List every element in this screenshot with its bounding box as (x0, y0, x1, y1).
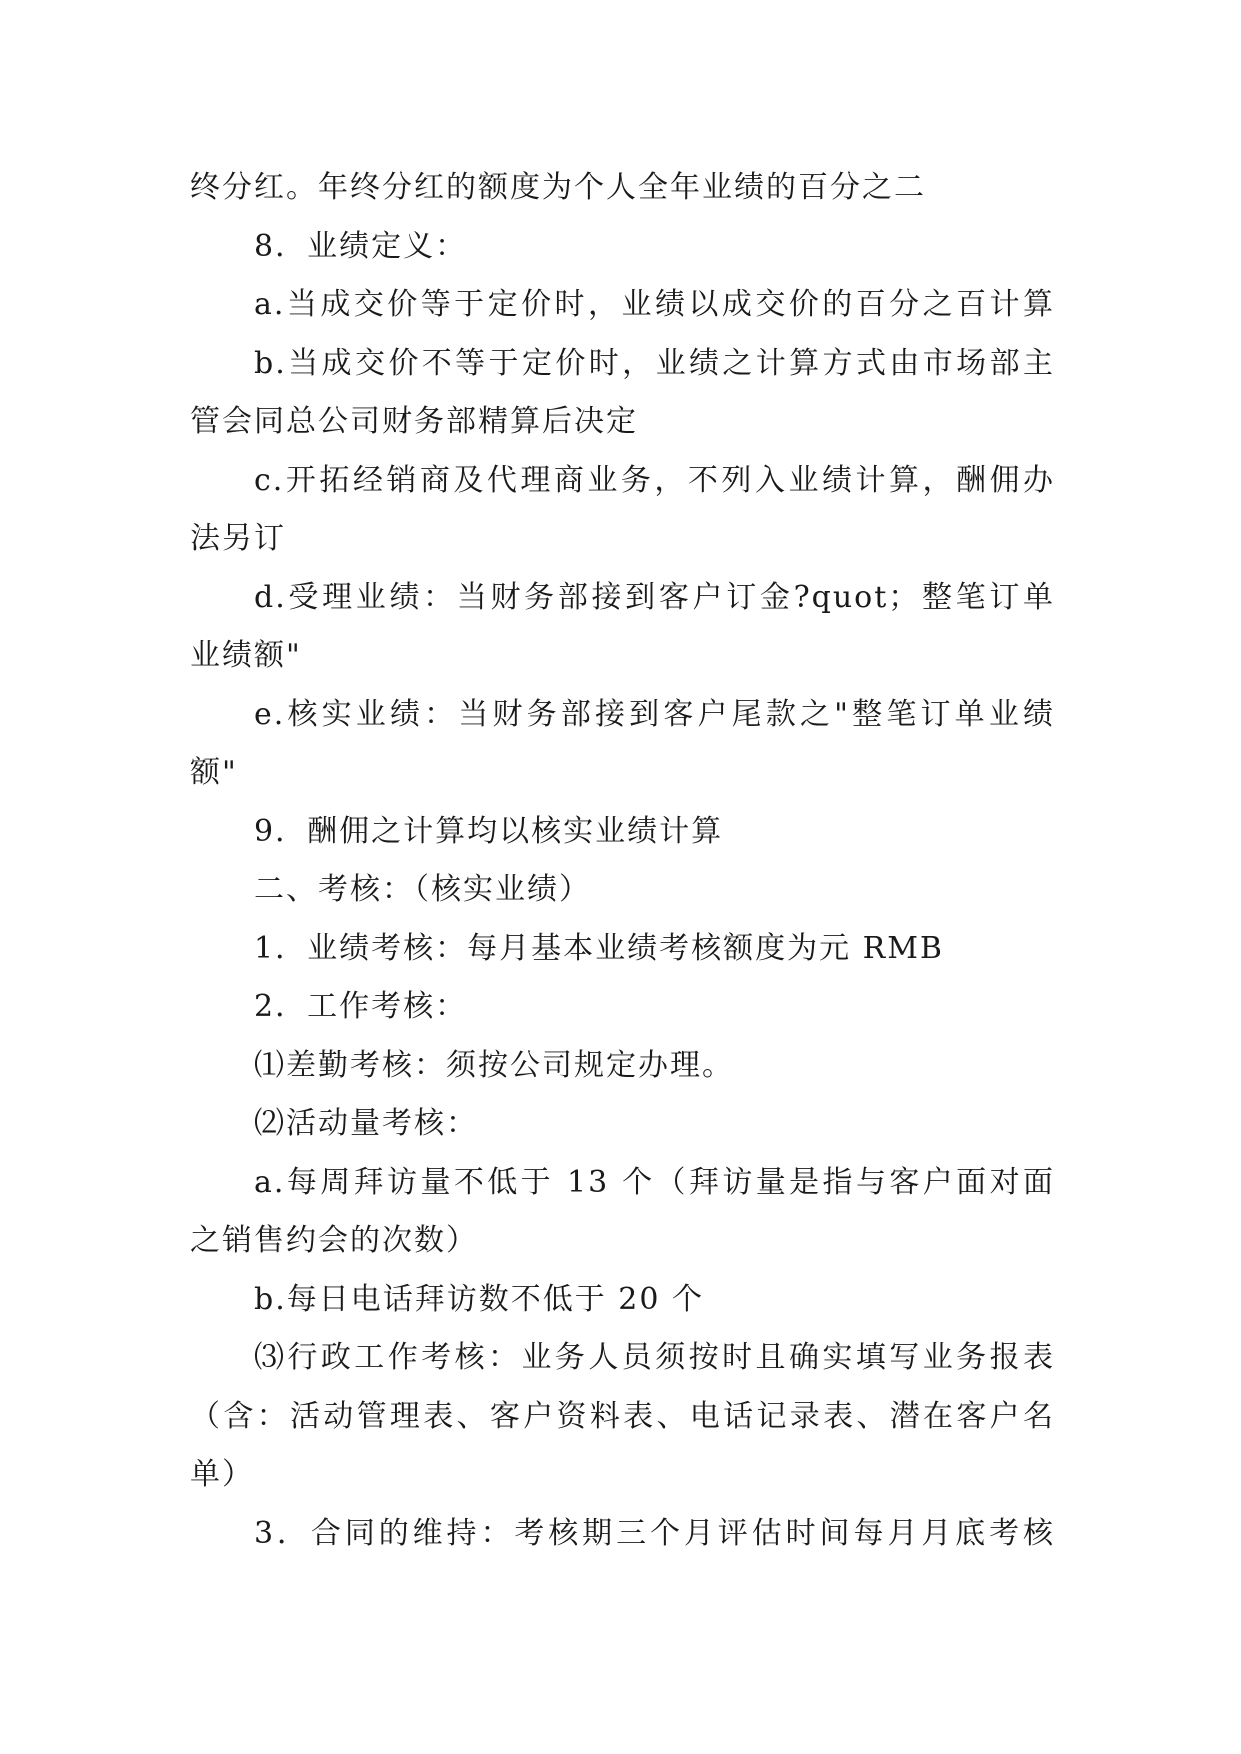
text-line: 额" (190, 755, 238, 790)
list-item: a.当成交价等于定价时，业绩以成交价的百分之百计算 (254, 287, 1055, 322)
list-item: d.受理业绩：当财务部接到客户订金?quot；整笔订单 (254, 579, 1055, 615)
section-heading: 二、考核：（核实业绩） (254, 872, 591, 907)
list-item: 1．业绩考核：每月基本业绩考核额度为元 RMB (254, 930, 944, 966)
list-item: c.开拓经销商及代理商业务，不列入业绩计算，酬佣办 (254, 462, 1055, 498)
document-body (190, 159, 1055, 1563)
list-item: b.每日电话拜访数不低于 20 个 (254, 1281, 704, 1317)
text-line: 单） (190, 1457, 254, 1492)
text-line: 法另订 (190, 521, 286, 556)
section-heading: 9．酬佣之计算均以核实业绩计算 (254, 813, 724, 849)
text-line: 业绩额" (190, 638, 302, 673)
list-item: 3．合同的维持：考核期三个月评估时间每月月底考核 (254, 1515, 1055, 1551)
text-line: 管会同总公司财务部精算后决定 (190, 404, 638, 439)
list-item: ⑴差勤考核：须按公司规定办理。 (254, 1047, 734, 1083)
text-line: （含：活动管理表、客户资料表、电话记录表、潜在客户名 (190, 1398, 1055, 1434)
section-heading: 2．工作考核： (254, 989, 468, 1024)
list-item: ⑵活动量考核： (254, 1106, 478, 1141)
list-item: e.核实业绩：当财务部接到客户尾款之"整笔订单业绩 (254, 696, 1055, 732)
text-line: 终分红。年终分红的额度为个人全年业绩的百分之二 (190, 170, 926, 205)
text-line: 之销售约会的次数） (190, 1223, 478, 1258)
list-item: b.当成交价不等于定价时，业绩之计算方式由市场部主 (254, 345, 1055, 381)
list-item: ⑶行政工作考核：业务人员须按时且确实填写业务报表 (254, 1340, 1055, 1375)
list-item: a.每周拜访量不低于 13 个（拜访量是指与客户面对面 (254, 1164, 1055, 1200)
section-heading: 8．业绩定义： (254, 228, 468, 264)
